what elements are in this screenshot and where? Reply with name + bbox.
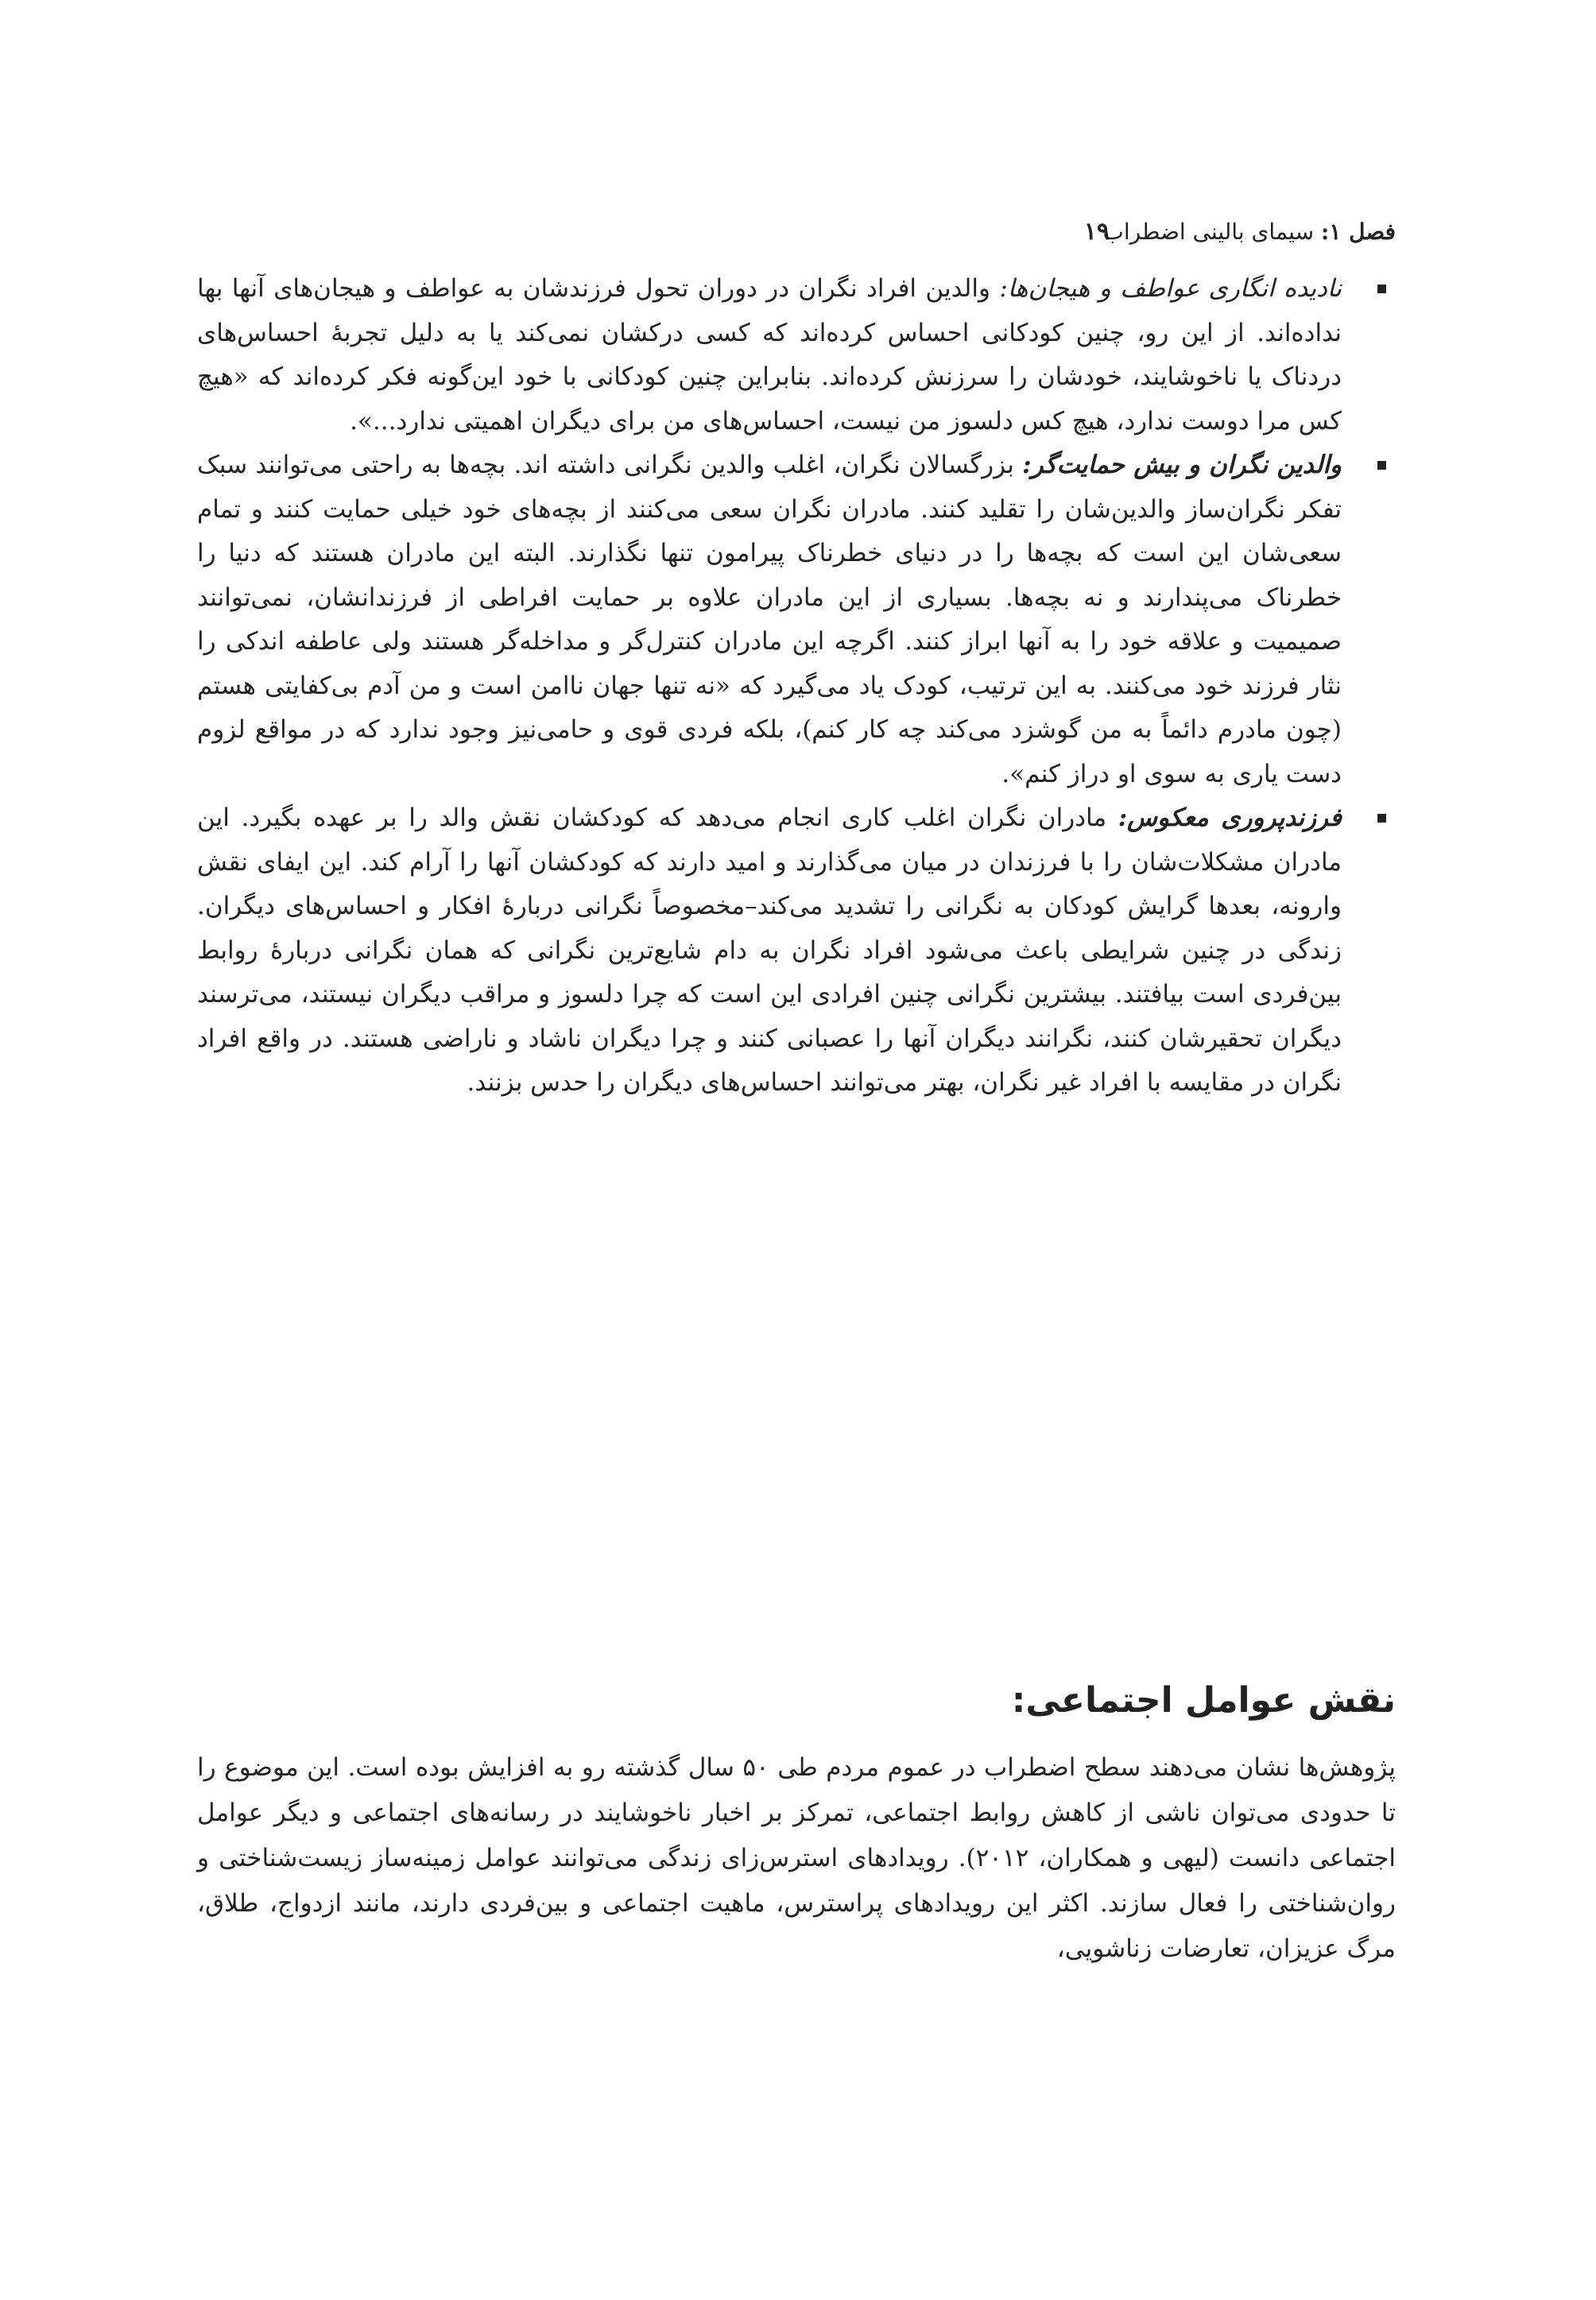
bullet-text: والدین افراد نگران در دوران تحول فرزندشان به عواطف و هیجان‌های آنها بها نداده‌اند. از این رو، چنین کودکانی احساس کرده‌اند که کسی درکشان نمی‌کند یا به دلیل تجربهٔ احساس‌های دردناک یا ناخوشایند، خودشان را سرزنش کرده‌اند. بنابراین چنین کودکانی با خود این‌گونه فکر کرده‌اند که «هیچ کس مرا دوست ندارد، هیچ کس دلسوز من نیست، احساس‌های من برای دیگران اهمیتی ندارد...». (197, 274, 1342, 436)
bullet-text: مادران نگران اغلب کاری انجام می‌دهد که کودکشان نقش والد را بر عهده بگیرد. این مادران مشکلات‌شان را با فرزندان در میان می‌گذارند و امید دارند که کودکشان آنها را آرام کند. این ایفای نقش وارونه، بعدها گرایش کودکان به نگرانی را تشدید می‌کند–مخصوصاً نگرانی دربارهٔ افکار و احساس‌های دیگران. زندگی در چنین شرایطی باعث می‌شود افراد نگران به دام شایع‌ترین نگرانی که همان نگرانی دربارهٔ روابط بین‌فردی است بیافتند. بیشترین نگرانی چنین افرادی این است که چرا دلسوز و مراقب دیگران نیستند، می‌ترسند دیگران تحقیرشان کنند، نگرانند دیگران آنها را عصبانی کنند و چرا دیگران ناشاد و ناراضی هستند. در واقع افراد نگران در مقایسه با افراد غیر نگران، بهتر می‌توانند احساس‌های دیگران را حدس بزنند. (197, 803, 1342, 1097)
bullet-term: والدین نگران و بیش حمایت‌گر: (1022, 451, 1342, 479)
bullet-item-reverse-parenting (197, 796, 1396, 1105)
bullet-item-ignoring-emotions (197, 267, 1396, 443)
bullet-item-overprotective-parents (197, 443, 1396, 796)
square-bullet-icon (1377, 285, 1386, 293)
chapter-label: فصل ۱: (1320, 219, 1396, 245)
bullet-term: نادیده انگاری عواطف و هیجان‌ها: (999, 274, 1342, 303)
chapter-title (1103, 213, 1396, 251)
running-header (197, 213, 1396, 251)
square-bullet-icon (1377, 461, 1386, 470)
square-bullet-icon (1377, 814, 1386, 823)
bullet-text: بزرگسالان نگران، اغلب والدین نگرانی داشته اند. بچه‌ها به راحتی می‌توانند سبک تفکر نگران‌ساز والدین‌شان را تقلید کنند. مادران نگران سعی می‌کنند از بچه‌های خود خیلی حمایت کنند و تمام سعی‌شان این است که بچه‌ها را در دنیای خطرناک پیرامون تنها نگذارند. البته این مادران هستند که دنیا را خطرناک می‌پندارند و نه بچه‌ها. بسیاری از این مادران علاوه بر حمایت افراطی از فرزندانشان، نمی‌توانند صمیمیت و علاقه خود را به آنها ابراز کنند. اگرچه این مادران کنترل‌گر و مداخله‌گر هستند ولی عاطفه اندکی را نثار فرزند خود می‌کنند. به این ترتیب، کودک یاد می‌گیرد که «نه تنها جهان ناامن است و من آدم بی‌کفایتی هستم (چون مادرم دائماً به من گوشزد می‌کند چه کار کنم)، بلکه فردی قوی و حامی‌نیز وجود ندارد که در مواقع لزوم دست یاری به سوی او دراز کنم». (197, 451, 1342, 788)
bullet-term: فرزندپروری معکوس: (1118, 803, 1342, 832)
section-paragraph: پژوهش‌ها نشان می‌دهند سطح اضطراب در عموم مردم طی ۵۰ سال گذشته رو به افزایش بوده است. این موضوع را تا حدودی می‌توان ناشی از کاهش روابط اجتماعی، تمرکز بر اخبار ناخوشایند در رسانه‌های اجتماعی و دیگر عوامل اجتماعی دانست (لیهی و همکاران، ۲۰۱۲). رویدادهای استرس‌زای زندگی می‌توانند عوامل زمینه‌ساز زیست‌شناختی و روان‌شناختی را فعال سازند. اکثر این رویدادهای پراسترس، ماهیت اجتماعی و بین‌فردی دارند، مانند ازدواج، طلاق، مرگ عزیزان، تعارضات زناشویی، (197, 1753, 1396, 1963)
bullet-list (197, 267, 1396, 1105)
book-page (197, 0, 1396, 2300)
section-heading: نقش عوامل اجتماعی: (1011, 1680, 1396, 1721)
page-number: ۱۹ (1083, 218, 1110, 246)
chapter-name: سیمای بالینی اضطراب (1102, 219, 1315, 245)
